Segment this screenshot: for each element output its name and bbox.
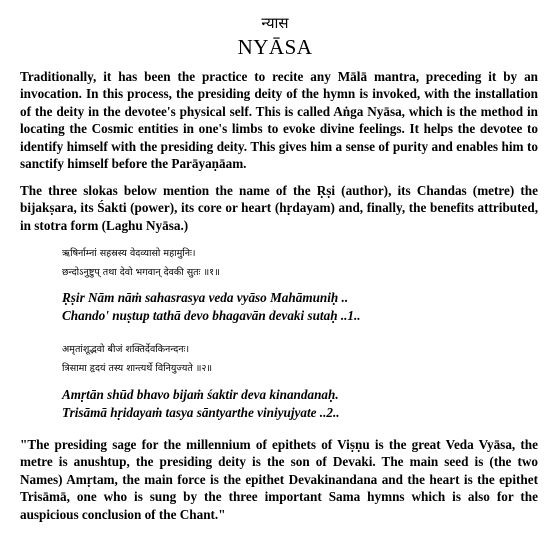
slokas-paragraph: The three slokas below mention the name of the Ṛṣi (author), its Chandas (metre) the bijakṣara, its Śakti (power), its core or heart (hṛdayam) and, finally, the benefits attributed, in stotra form (Laghu Nyāsa.)	[20, 183, 538, 233]
intro-paragraph: Traditionally, it has been the practice to recite any Mālā mantra, preceding it by an invocation. In this process, the presiding deity of the hymn is invoked, with the installation of the deity in the devotee's physical self. This is called Aṅga Nyāsa, which is the method in locating the Cosmic entities in one's limbs to evoke divine feelings. It helps the devotee to identify himself with the presiding deity. This gives him a sense of purity and enables him to sanctify himself before the Parāyaṇāam.	[20, 69, 538, 172]
verse-1-devanagari	[62, 244, 532, 282]
transliteration-line: Trisāmā hṛidayaṁ tasya sāntyarthe viniyujyate ..2..	[62, 405, 340, 420]
verse-line: छन्दोऽनुष्टुप् तथा देवो भगवान् देवकी सुतः ॥१॥	[62, 267, 220, 278]
verse-2-transliteration	[62, 386, 532, 422]
transliteration-line: Ṛṣir Nām nāṁ sahasrasya veda vyāso Mahāmuniḥ ..	[62, 290, 349, 305]
verse-line: अमृतांशूद्भवो बीजं शक्तिर्देवकिनन्दनः।	[62, 344, 190, 355]
verse-line: ऋषिर्नाम्नां सहस्रस्य वेदव्यासो महामुनिः।	[62, 248, 196, 259]
closing-paragraph: "The presiding sage for the millennium of epithets of Viṣṇu is the great Veda Vyāsa, the metre is anushtup, the presiding deity is the son of Devaki. The main seed is (the two Names) Amṛtam, the main force is the epithet Devakinandana and the heart is the epithet Trisāmā, one who is sung by the three important Sama hymns which is also for the auspicious conclusion of the Chant."	[20, 437, 538, 522]
verse-2-devanagari	[62, 340, 532, 378]
verse-line: त्रिसामा हृदयं तस्य शान्त्यर्थे विनियुज्यते ॥२॥	[62, 363, 213, 374]
title-devanagari: न्यास	[261, 14, 289, 32]
transliteration-line: Amṛtān shūd bhavo bijaṁ śaktir deva kinandanaḥ.	[62, 387, 339, 402]
transliteration-line: Chando' nuṣtup tathā devo bhagavān devaki sutaḥ ..1..	[62, 308, 361, 323]
page-title: NYĀSA	[237, 35, 313, 59]
verse-1-transliteration	[62, 289, 532, 325]
